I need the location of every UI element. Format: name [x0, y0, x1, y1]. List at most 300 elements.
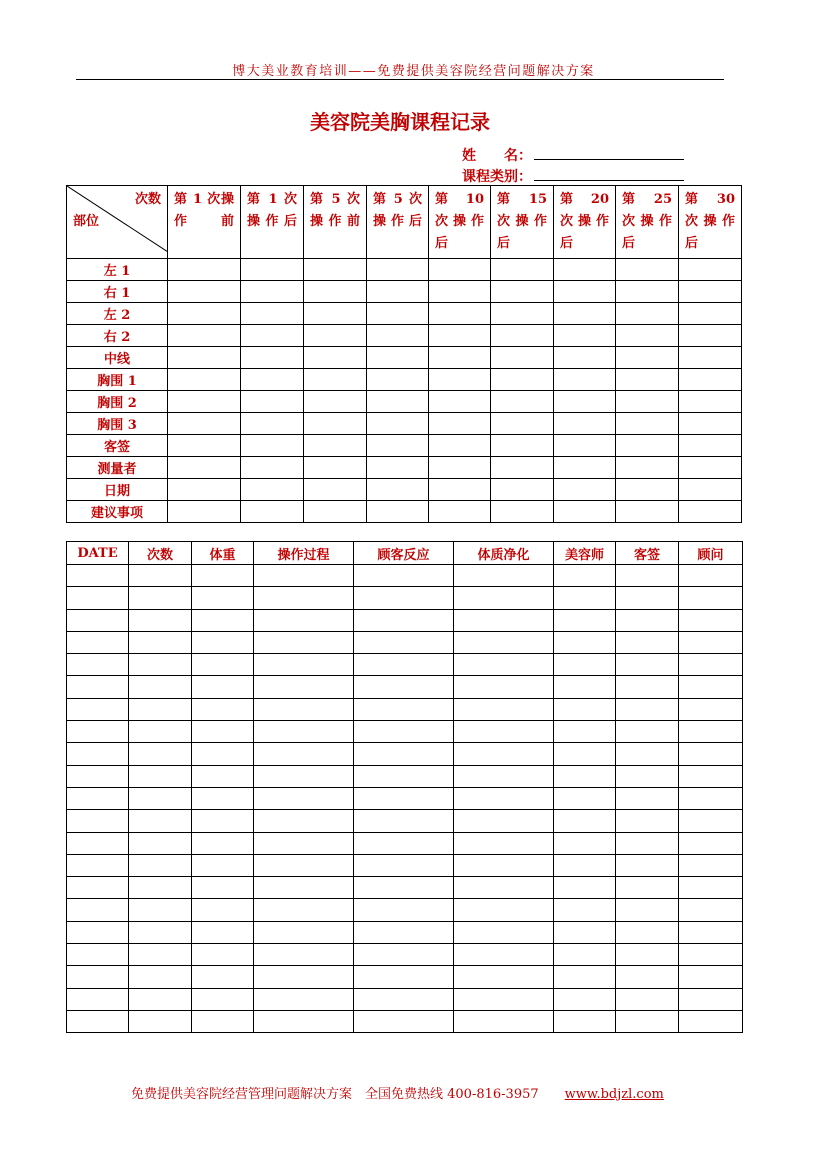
entry-cell[interactable] — [454, 565, 554, 587]
entry-cell[interactable] — [616, 944, 679, 966]
entry-cell[interactable] — [554, 479, 616, 501]
entry-cell[interactable] — [429, 303, 491, 325]
entry-cell[interactable] — [67, 698, 129, 720]
entry-cell[interactable] — [129, 877, 192, 899]
entry-cell[interactable] — [354, 587, 454, 609]
entry-cell[interactable] — [454, 765, 554, 787]
entry-cell[interactable] — [554, 787, 616, 809]
entry-cell[interactable] — [168, 479, 241, 501]
entry-cell[interactable] — [679, 479, 742, 501]
entry-cell[interactable] — [67, 921, 129, 943]
entry-cell[interactable] — [679, 899, 743, 921]
entry-cell[interactable] — [679, 654, 743, 676]
entry-cell[interactable] — [616, 698, 679, 720]
entry-cell[interactable] — [129, 765, 192, 787]
entry-cell[interactable] — [304, 325, 367, 347]
entry-cell[interactable] — [429, 457, 491, 479]
entry-cell[interactable] — [679, 565, 743, 587]
entry-cell[interactable] — [354, 721, 454, 743]
entry-cell[interactable] — [554, 457, 616, 479]
entry-cell[interactable] — [129, 698, 192, 720]
entry-cell[interactable] — [354, 988, 454, 1010]
entry-cell[interactable] — [67, 877, 129, 899]
entry-cell[interactable] — [129, 743, 192, 765]
entry-cell[interactable] — [554, 609, 616, 631]
entry-cell[interactable] — [429, 435, 491, 457]
entry-cell[interactable] — [354, 676, 454, 698]
entry-cell[interactable] — [367, 281, 429, 303]
entry-cell[interactable] — [616, 832, 679, 854]
entry-cell[interactable] — [192, 609, 254, 631]
entry-cell[interactable] — [554, 391, 616, 413]
entry-cell[interactable] — [679, 587, 743, 609]
entry-cell[interactable] — [168, 501, 241, 523]
entry-cell[interactable] — [454, 743, 554, 765]
entry-cell[interactable] — [554, 676, 616, 698]
entry-cell[interactable] — [679, 721, 743, 743]
entry-cell[interactable] — [192, 944, 254, 966]
entry-cell[interactable] — [67, 609, 129, 631]
entry-cell[interactable] — [554, 435, 616, 457]
entry-cell[interactable] — [616, 435, 679, 457]
entry-cell[interactable] — [554, 743, 616, 765]
entry-cell[interactable] — [241, 259, 304, 281]
entry-cell[interactable] — [616, 810, 679, 832]
entry-cell[interactable] — [168, 259, 241, 281]
entry-cell[interactable] — [241, 501, 304, 523]
entry-cell[interactable] — [454, 810, 554, 832]
entry-cell[interactable] — [67, 565, 129, 587]
entry-cell[interactable] — [679, 609, 743, 631]
entry-cell[interactable] — [192, 966, 254, 988]
entry-cell[interactable] — [616, 391, 679, 413]
entry-cell[interactable] — [616, 565, 679, 587]
entry-cell[interactable] — [679, 325, 742, 347]
entry-cell[interactable] — [554, 565, 616, 587]
entry-cell[interactable] — [129, 721, 192, 743]
entry-cell[interactable] — [454, 654, 554, 676]
entry-cell[interactable] — [429, 391, 491, 413]
entry-cell[interactable] — [129, 631, 192, 653]
entry-cell[interactable] — [367, 435, 429, 457]
entry-cell[interactable] — [616, 787, 679, 809]
entry-cell[interactable] — [367, 303, 429, 325]
entry-cell[interactable] — [679, 435, 742, 457]
entry-cell[interactable] — [129, 565, 192, 587]
entry-cell[interactable] — [67, 654, 129, 676]
entry-cell[interactable] — [168, 281, 241, 303]
entry-cell[interactable] — [304, 435, 367, 457]
entry-cell[interactable] — [679, 303, 742, 325]
entry-cell[interactable] — [241, 457, 304, 479]
entry-cell[interactable] — [491, 391, 554, 413]
entry-cell[interactable] — [616, 347, 679, 369]
entry-cell[interactable] — [454, 1010, 554, 1032]
entry-cell[interactable] — [254, 565, 354, 587]
entry-cell[interactable] — [168, 369, 241, 391]
entry-cell[interactable] — [129, 921, 192, 943]
entry-cell[interactable] — [354, 966, 454, 988]
entry-cell[interactable] — [129, 988, 192, 1010]
entry-cell[interactable] — [354, 921, 454, 943]
entry-cell[interactable] — [354, 877, 454, 899]
entry-cell[interactable] — [241, 413, 304, 435]
entry-cell[interactable] — [67, 988, 129, 1010]
entry-cell[interactable] — [129, 587, 192, 609]
entry-cell[interactable] — [354, 810, 454, 832]
entry-cell[interactable] — [616, 479, 679, 501]
entry-cell[interactable] — [354, 609, 454, 631]
entry-cell[interactable] — [67, 1010, 129, 1032]
entry-cell[interactable] — [679, 966, 743, 988]
entry-cell[interactable] — [129, 787, 192, 809]
entry-cell[interactable] — [254, 743, 354, 765]
entry-cell[interactable] — [454, 721, 554, 743]
footer-link[interactable]: www.bdjzl.com — [564, 1087, 664, 1102]
entry-cell[interactable] — [129, 854, 192, 876]
entry-cell[interactable] — [679, 877, 743, 899]
entry-cell[interactable] — [67, 721, 129, 743]
entry-cell[interactable] — [254, 921, 354, 943]
entry-cell[interactable] — [554, 259, 616, 281]
entry-cell[interactable] — [192, 787, 254, 809]
entry-cell[interactable] — [554, 501, 616, 523]
entry-cell[interactable] — [554, 944, 616, 966]
entry-cell[interactable] — [554, 413, 616, 435]
entry-cell[interactable] — [354, 698, 454, 720]
entry-cell[interactable] — [554, 921, 616, 943]
entry-cell[interactable] — [616, 457, 679, 479]
entry-cell[interactable] — [254, 721, 354, 743]
entry-cell[interactable] — [616, 369, 679, 391]
entry-cell[interactable] — [429, 479, 491, 501]
entry-cell[interactable] — [67, 765, 129, 787]
entry-cell[interactable] — [491, 413, 554, 435]
entry-cell[interactable] — [679, 369, 742, 391]
entry-cell[interactable] — [354, 743, 454, 765]
entry-cell[interactable] — [67, 631, 129, 653]
entry-cell[interactable] — [129, 966, 192, 988]
entry-cell[interactable] — [554, 966, 616, 988]
entry-cell[interactable] — [304, 369, 367, 391]
entry-cell[interactable] — [491, 281, 554, 303]
entry-cell[interactable] — [554, 587, 616, 609]
entry-cell[interactable] — [67, 966, 129, 988]
entry-cell[interactable] — [367, 369, 429, 391]
entry-cell[interactable] — [168, 391, 241, 413]
entry-cell[interactable] — [192, 743, 254, 765]
entry-cell[interactable] — [129, 609, 192, 631]
entry-cell[interactable] — [129, 899, 192, 921]
entry-cell[interactable] — [554, 654, 616, 676]
entry-cell[interactable] — [491, 325, 554, 347]
entry-cell[interactable] — [429, 413, 491, 435]
entry-cell[interactable] — [454, 899, 554, 921]
entry-cell[interactable] — [168, 347, 241, 369]
entry-cell[interactable] — [192, 676, 254, 698]
entry-cell[interactable] — [554, 877, 616, 899]
entry-cell[interactable] — [192, 654, 254, 676]
entry-cell[interactable] — [554, 854, 616, 876]
entry-cell[interactable] — [241, 281, 304, 303]
entry-cell[interactable] — [454, 921, 554, 943]
entry-cell[interactable] — [679, 988, 743, 1010]
entry-cell[interactable] — [616, 303, 679, 325]
entry-cell[interactable] — [192, 988, 254, 1010]
entry-cell[interactable] — [554, 631, 616, 653]
entry-cell[interactable] — [429, 501, 491, 523]
entry-cell[interactable] — [67, 587, 129, 609]
entry-cell[interactable] — [129, 676, 192, 698]
entry-cell[interactable] — [454, 698, 554, 720]
entry-cell[interactable] — [304, 347, 367, 369]
entry-cell[interactable] — [554, 721, 616, 743]
entry-cell[interactable] — [679, 413, 742, 435]
entry-cell[interactable] — [491, 347, 554, 369]
entry-cell[interactable] — [241, 303, 304, 325]
entry-cell[interactable] — [168, 303, 241, 325]
entry-cell[interactable] — [304, 457, 367, 479]
entry-cell[interactable] — [554, 832, 616, 854]
entry-cell[interactable] — [554, 810, 616, 832]
entry-cell[interactable] — [679, 631, 743, 653]
entry-cell[interactable] — [304, 479, 367, 501]
entry-cell[interactable] — [168, 413, 241, 435]
entry-cell[interactable] — [491, 259, 554, 281]
entry-cell[interactable] — [679, 676, 743, 698]
entry-cell[interactable] — [304, 413, 367, 435]
entry-cell[interactable] — [254, 676, 354, 698]
entry-cell[interactable] — [679, 391, 742, 413]
entry-cell[interactable] — [354, 854, 454, 876]
entry-cell[interactable] — [168, 435, 241, 457]
entry-cell[interactable] — [254, 966, 354, 988]
entry-cell[interactable] — [367, 391, 429, 413]
entry-cell[interactable] — [254, 654, 354, 676]
entry-cell[interactable] — [454, 832, 554, 854]
entry-cell[interactable] — [491, 457, 554, 479]
entry-cell[interactable] — [354, 765, 454, 787]
entry-cell[interactable] — [429, 281, 491, 303]
entry-cell[interactable] — [254, 854, 354, 876]
entry-cell[interactable] — [616, 854, 679, 876]
entry-cell[interactable] — [616, 877, 679, 899]
entry-cell[interactable] — [67, 854, 129, 876]
name-field[interactable] — [534, 145, 684, 160]
course-field[interactable] — [534, 166, 684, 181]
entry-cell[interactable] — [679, 921, 743, 943]
entry-cell[interactable] — [304, 281, 367, 303]
entry-cell[interactable] — [554, 369, 616, 391]
entry-cell[interactable] — [679, 743, 743, 765]
entry-cell[interactable] — [254, 698, 354, 720]
entry-cell[interactable] — [192, 631, 254, 653]
entry-cell[interactable] — [616, 631, 679, 653]
entry-cell[interactable] — [129, 944, 192, 966]
entry-cell[interactable] — [554, 1010, 616, 1032]
entry-cell[interactable] — [354, 944, 454, 966]
entry-cell[interactable] — [129, 832, 192, 854]
entry-cell[interactable] — [616, 1010, 679, 1032]
entry-cell[interactable] — [554, 988, 616, 1010]
entry-cell[interactable] — [429, 369, 491, 391]
entry-cell[interactable] — [67, 676, 129, 698]
entry-cell[interactable] — [554, 303, 616, 325]
entry-cell[interactable] — [491, 435, 554, 457]
entry-cell[interactable] — [454, 787, 554, 809]
entry-cell[interactable] — [354, 565, 454, 587]
entry-cell[interactable] — [354, 1010, 454, 1032]
entry-cell[interactable] — [616, 921, 679, 943]
entry-cell[interactable] — [241, 369, 304, 391]
entry-cell[interactable] — [304, 501, 367, 523]
entry-cell[interactable] — [67, 899, 129, 921]
entry-cell[interactable] — [192, 565, 254, 587]
entry-cell[interactable] — [616, 259, 679, 281]
entry-cell[interactable] — [679, 281, 742, 303]
entry-cell[interactable] — [192, 899, 254, 921]
entry-cell[interactable] — [192, 587, 254, 609]
entry-cell[interactable] — [616, 654, 679, 676]
entry-cell[interactable] — [354, 654, 454, 676]
entry-cell[interactable] — [367, 457, 429, 479]
entry-cell[interactable] — [129, 654, 192, 676]
entry-cell[interactable] — [367, 501, 429, 523]
entry-cell[interactable] — [616, 676, 679, 698]
entry-cell[interactable] — [616, 325, 679, 347]
entry-cell[interactable] — [616, 501, 679, 523]
entry-cell[interactable] — [679, 810, 743, 832]
entry-cell[interactable] — [554, 698, 616, 720]
entry-cell[interactable] — [129, 810, 192, 832]
entry-cell[interactable] — [616, 281, 679, 303]
entry-cell[interactable] — [192, 921, 254, 943]
entry-cell[interactable] — [67, 944, 129, 966]
entry-cell[interactable] — [554, 899, 616, 921]
entry-cell[interactable] — [254, 609, 354, 631]
entry-cell[interactable] — [454, 944, 554, 966]
entry-cell[interactable] — [67, 743, 129, 765]
entry-cell[interactable] — [454, 676, 554, 698]
entry-cell[interactable] — [254, 832, 354, 854]
entry-cell[interactable] — [354, 631, 454, 653]
entry-cell[interactable] — [554, 325, 616, 347]
entry-cell[interactable] — [168, 457, 241, 479]
entry-cell[interactable] — [354, 787, 454, 809]
entry-cell[interactable] — [241, 435, 304, 457]
entry-cell[interactable] — [67, 810, 129, 832]
entry-cell[interactable] — [616, 988, 679, 1010]
entry-cell[interactable] — [254, 1010, 354, 1032]
entry-cell[interactable] — [679, 347, 742, 369]
entry-cell[interactable] — [254, 899, 354, 921]
entry-cell[interactable] — [679, 854, 743, 876]
entry-cell[interactable] — [67, 832, 129, 854]
entry-cell[interactable] — [454, 988, 554, 1010]
entry-cell[interactable] — [616, 609, 679, 631]
entry-cell[interactable] — [254, 944, 354, 966]
entry-cell[interactable] — [254, 587, 354, 609]
entry-cell[interactable] — [192, 698, 254, 720]
entry-cell[interactable] — [304, 303, 367, 325]
entry-cell[interactable] — [679, 1010, 743, 1032]
entry-cell[interactable] — [454, 966, 554, 988]
entry-cell[interactable] — [367, 479, 429, 501]
entry-cell[interactable] — [304, 259, 367, 281]
entry-cell[interactable] — [554, 281, 616, 303]
entry-cell[interactable] — [354, 832, 454, 854]
entry-cell[interactable] — [491, 479, 554, 501]
entry-cell[interactable] — [679, 765, 743, 787]
entry-cell[interactable] — [192, 854, 254, 876]
entry-cell[interactable] — [254, 765, 354, 787]
entry-cell[interactable] — [192, 832, 254, 854]
entry-cell[interactable] — [429, 347, 491, 369]
entry-cell[interactable] — [454, 854, 554, 876]
entry-cell[interactable] — [616, 765, 679, 787]
entry-cell[interactable] — [616, 413, 679, 435]
entry-cell[interactable] — [168, 325, 241, 347]
entry-cell[interactable] — [354, 899, 454, 921]
entry-cell[interactable] — [616, 587, 679, 609]
entry-cell[interactable] — [367, 413, 429, 435]
entry-cell[interactable] — [129, 1010, 192, 1032]
entry-cell[interactable] — [367, 347, 429, 369]
entry-cell[interactable] — [367, 259, 429, 281]
entry-cell[interactable] — [616, 966, 679, 988]
entry-cell[interactable] — [679, 698, 743, 720]
entry-cell[interactable] — [616, 899, 679, 921]
entry-cell[interactable] — [241, 479, 304, 501]
entry-cell[interactable] — [241, 325, 304, 347]
entry-cell[interactable] — [679, 457, 742, 479]
entry-cell[interactable] — [679, 259, 742, 281]
entry-cell[interactable] — [192, 765, 254, 787]
entry-cell[interactable] — [192, 721, 254, 743]
entry-cell[interactable] — [454, 587, 554, 609]
entry-cell[interactable] — [679, 501, 742, 523]
entry-cell[interactable] — [67, 787, 129, 809]
entry-cell[interactable] — [491, 369, 554, 391]
entry-cell[interactable] — [254, 877, 354, 899]
entry-cell[interactable] — [429, 259, 491, 281]
entry-cell[interactable] — [254, 631, 354, 653]
entry-cell[interactable] — [454, 609, 554, 631]
entry-cell[interactable] — [679, 787, 743, 809]
entry-cell[interactable] — [304, 391, 367, 413]
entry-cell[interactable] — [254, 787, 354, 809]
entry-cell[interactable] — [429, 325, 491, 347]
entry-cell[interactable] — [367, 325, 429, 347]
entry-cell[interactable] — [554, 347, 616, 369]
entry-cell[interactable] — [241, 347, 304, 369]
entry-cell[interactable] — [241, 391, 304, 413]
entry-cell[interactable] — [192, 877, 254, 899]
entry-cell[interactable] — [454, 631, 554, 653]
entry-cell[interactable] — [491, 501, 554, 523]
entry-cell[interactable] — [679, 832, 743, 854]
entry-cell[interactable] — [454, 877, 554, 899]
entry-cell[interactable] — [192, 810, 254, 832]
entry-cell[interactable] — [679, 944, 743, 966]
entry-cell[interactable] — [254, 988, 354, 1010]
entry-cell[interactable] — [616, 743, 679, 765]
entry-cell[interactable] — [192, 1010, 254, 1032]
entry-cell[interactable] — [491, 303, 554, 325]
entry-cell[interactable] — [254, 810, 354, 832]
entry-cell[interactable] — [616, 721, 679, 743]
entry-cell[interactable] — [554, 765, 616, 787]
